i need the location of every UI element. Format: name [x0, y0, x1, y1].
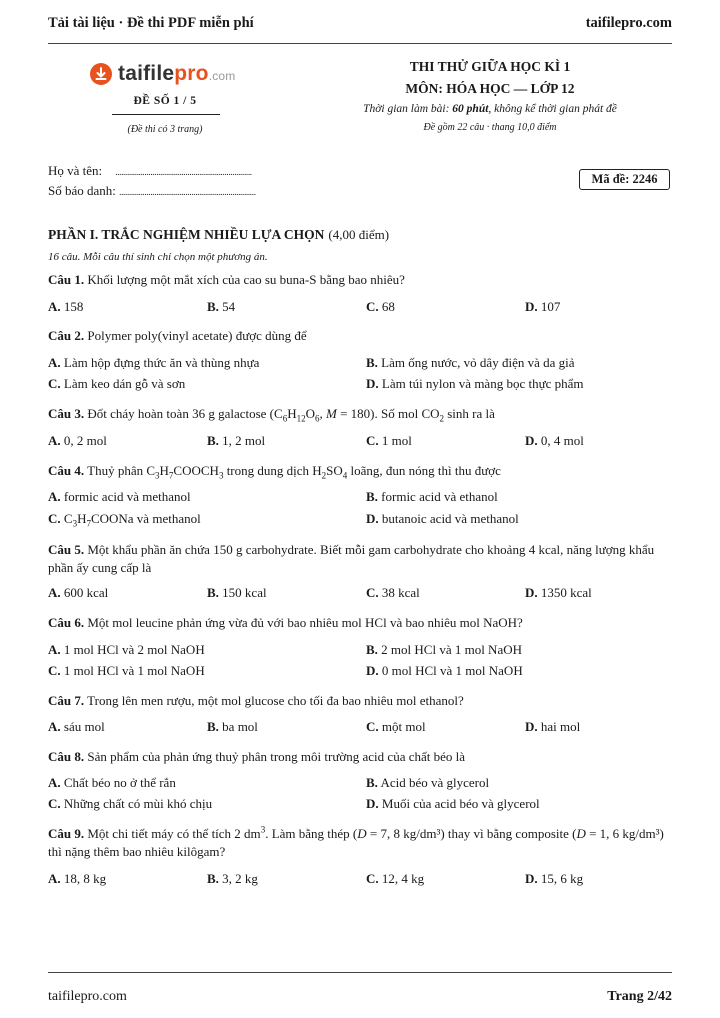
q6-option-c[interactable]: C. 1 mol HCl và 1 mol NaOH	[48, 663, 205, 678]
q8-option-b[interactable]: B. Acid béo và glycerol	[366, 775, 490, 790]
top-divider	[48, 43, 672, 44]
top-bar	[48, 14, 672, 34]
q4-option-a[interactable]: A. formic acid và methanol	[48, 489, 191, 504]
q7-option-b[interactable]: B. ba mol	[207, 719, 258, 734]
footer-divider	[48, 972, 672, 973]
q3-option-c[interactable]: C. 1 mol	[366, 433, 412, 448]
exam-time: Thời gian làm bài: 60 phút, không kể thời gian phát đề	[363, 103, 617, 115]
logo[interactable]	[90, 60, 260, 88]
q8-option-c[interactable]: C. Những chất có mùi khó chịu	[48, 796, 213, 811]
q3-option-a[interactable]: A. 0, 2 mol	[48, 433, 107, 448]
q8-option-d[interactable]: D. Muối của acid béo và glycerol	[366, 796, 540, 811]
question-9: Câu 9. Một chi tiết máy có thể tích 2 $dm^3$. Làm bằng thép (D = 7, 8 kg/dm³) thay vì bằng composite (D = 1, 6 kg/dm³) thì nặng thêm bao nhiêu kilôgam?	[48, 824, 664, 859]
q4-option-d[interactable]: D. butanoic acid và methanol	[366, 511, 519, 526]
q7-option-c[interactable]: C. một mol	[366, 719, 426, 734]
q3-option-d[interactable]: D. 0, 4 mol	[525, 433, 584, 448]
name-field[interactable]	[48, 163, 252, 179]
q5-option-a[interactable]: A. 600 kcal	[48, 585, 109, 600]
exam-number-rule	[112, 114, 220, 115]
page-number: Trang 2/42	[607, 989, 672, 1004]
section-note: 16 câu. Mỗi câu thí sinh chỉ chọn một phương án.	[48, 251, 268, 263]
q9-option-b[interactable]: B. 3, 2 kg	[207, 871, 258, 886]
q2-option-c[interactable]: C. Làm keo dán gỗ và sơn	[48, 376, 186, 391]
q7-option-a[interactable]: A. sáu mol	[48, 719, 105, 734]
exam-number: ĐỀ SỐ 1 / 5	[133, 95, 197, 107]
top-bar-left: Tải tài liệu · Đề thi PDF miễn phí	[48, 15, 254, 31]
name-dots: ......................................................................	[115, 167, 252, 177]
question-7: Câu 7. Trong lên men rượu, một mol glucose cho tối đa bao nhiêu mol ethanol?	[48, 693, 464, 708]
question-4: Câu 4. Thuỷ phân $C_3H_7COOCH_3$ trong dung dịch $H_2SO_4$ loãng, đun nóng thì thu được	[48, 463, 501, 481]
question-8: Câu 8. Sản phẩm của phản ứng thuỷ phân trong môi trường acid của chất béo là	[48, 749, 466, 764]
question-6: Câu 6. Một mol leucine phản ứng vừa đủ với bao nhiêu mol HCl và bao nhiêu mol NaOH?	[48, 615, 523, 630]
sbd-dots: ......................................................................	[119, 187, 256, 197]
q5-option-b[interactable]: B. 150 kcal	[207, 585, 267, 600]
exam-code-badge: Mã đề: 2246	[579, 169, 670, 190]
q9-option-a[interactable]: A. 18, 8 kg	[48, 871, 107, 886]
download-arrow-icon	[90, 63, 112, 85]
page-count-note: (Đề thi có 3 trang)	[127, 124, 203, 135]
q8-option-a[interactable]: A. Chất béo no ở thể rắn	[48, 775, 176, 790]
exam-title: THI THỬ GIỮA HỌC KÌ 1	[409, 59, 571, 74]
question-2: Câu 2. Polymer poly(vinyl acetate) được dùng để	[48, 328, 307, 343]
q4-option-b[interactable]: B. formic acid và ethanol	[366, 489, 498, 504]
q2-option-a[interactable]: A. Làm hộp đựng thức ăn và thùng nhựa	[48, 355, 260, 370]
name-label: Họ và tên:	[48, 163, 103, 178]
q2-option-b[interactable]: B. Làm ống nước, vỏ dây điện và da giả	[366, 355, 575, 370]
q9-option-c[interactable]: C. 12, 4 kg	[366, 871, 425, 886]
logo-text: taifilepro.com	[118, 61, 236, 85]
q5-option-d[interactable]: D. 1350 kcal	[525, 585, 592, 600]
exam-subject: MÔN: HÓA HỌC — LỚP 12	[405, 81, 575, 96]
q1-option-b[interactable]: B. 54	[207, 299, 236, 314]
question-1: Câu 1. Khối lượng một mắt xích của cao su buna-S bằng bao nhiêu?	[48, 272, 405, 287]
q3-option-b[interactable]: B. 1, 2 mol	[207, 433, 266, 448]
q1-option-c[interactable]: C. 68	[366, 299, 395, 314]
q1-option-a[interactable]: A. 158	[48, 299, 84, 314]
q7-option-d[interactable]: D. hai mol	[525, 719, 581, 734]
q5-option-c[interactable]: C. 38 kcal	[366, 585, 420, 600]
q6-option-a[interactable]: A. 1 mol HCl và 2 mol NaOH	[48, 642, 205, 657]
sbd-label: Số báo danh:	[48, 183, 116, 198]
q9-option-d[interactable]: D. 15, 6 kg	[525, 871, 584, 886]
q4-option-c[interactable]: C. $C_3H_7COONa$ và methanol	[48, 511, 201, 529]
q6-option-b[interactable]: B. 2 mol HCl và 1 mol NaOH	[366, 642, 522, 657]
question-5: Câu 5. Một khẩu phần ăn chứa 150 g carbohydrate. Biết mỗi gam carbohydrate cho khoảng 4 kcal, năng lượng khẩu phần ấy cung cấp là	[48, 542, 655, 575]
top-bar-site[interactable]: taifilepro.com	[585, 15, 672, 31]
section-title: PHẦN I. TRẮC NGHIỆM NHIỀU LỰA CHỌN (4,00 điểm)	[48, 227, 390, 242]
footer-site[interactable]: taifilepro.com	[48, 989, 127, 1004]
q6-option-d[interactable]: D. 0 mol HCl và 1 mol NaOH	[366, 663, 523, 678]
sbd-field[interactable]	[48, 183, 256, 199]
exam-info: Đề gồm 22 câu · thang 10,0 điểm	[423, 122, 557, 133]
question-3: Câu 3. Đốt cháy hoàn toàn 36 g galactose ($C_6H_{12}O_6$, M = 180). Số mol $CO_2$ sinh ra là	[48, 406, 495, 424]
q1-option-d[interactable]: D. 107	[525, 299, 561, 314]
q2-option-d[interactable]: D. Làm túi nylon và màng bọc thực phẩm	[366, 376, 584, 391]
